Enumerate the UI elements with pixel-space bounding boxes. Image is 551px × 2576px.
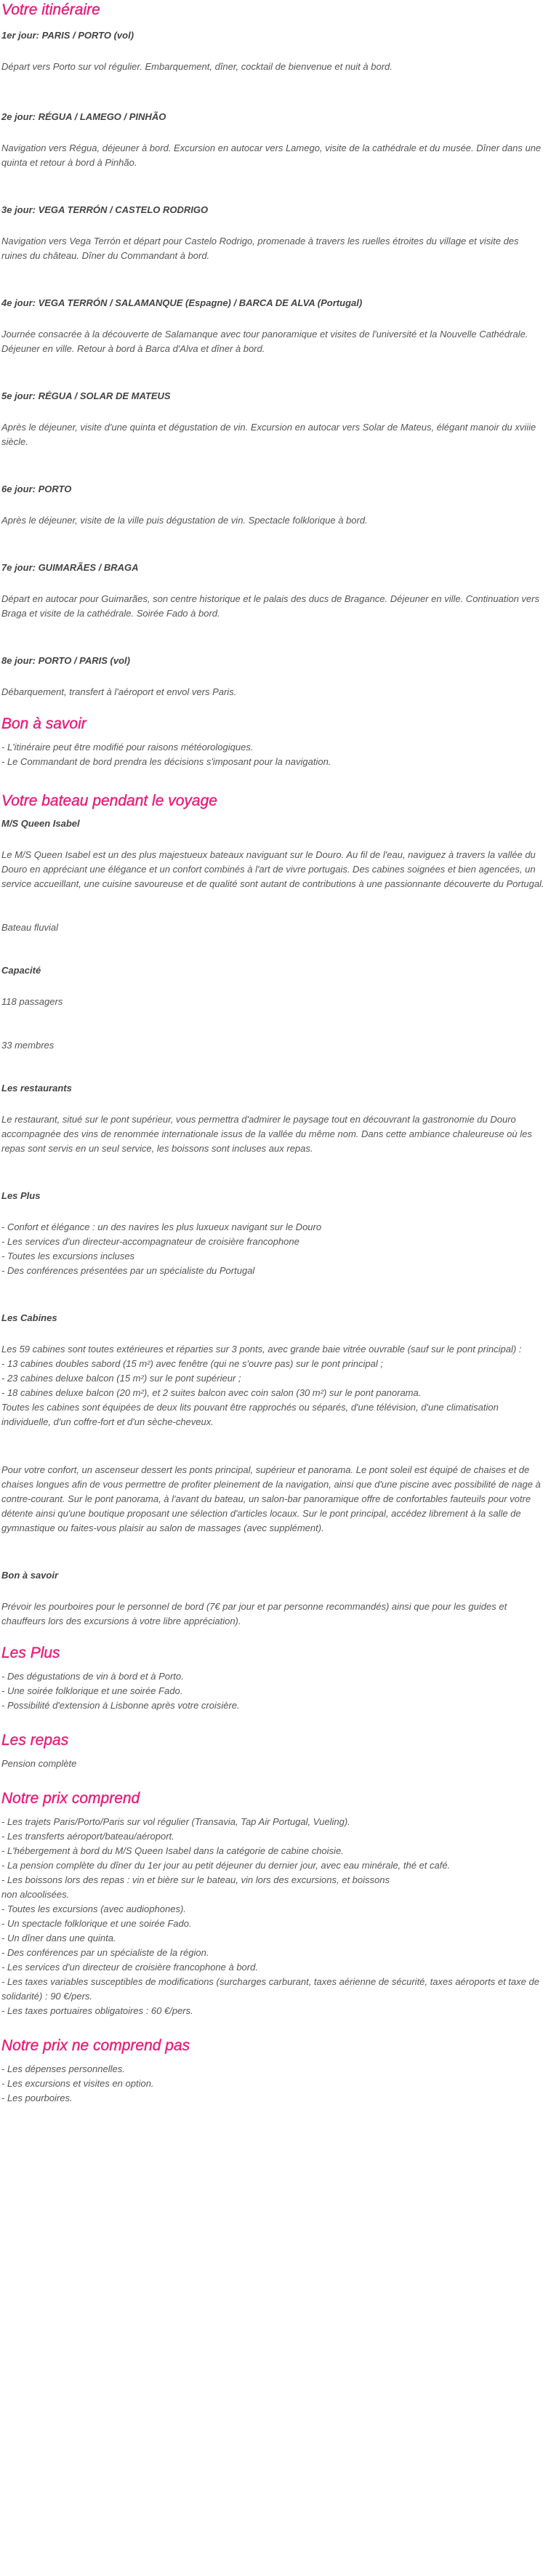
day-text: Après le déjeuner, visite de la ville puis dégustation de vin. Spectacle folklorique à bord. bbox=[1, 515, 368, 526]
meals-heading: Les repas bbox=[1, 1732, 69, 1749]
boat-type: Bateau fluvial bbox=[1, 922, 59, 933]
price-includes-line: - Les taxes variables susceptibles de modifications (surcharges carburant, taxes aérienne de sécurité, taxes aéroports et taxe de solidarité) : 90 €/pers. bbox=[1, 1976, 539, 2002]
price-includes-line: - Des conférences par un spécialiste de la région. bbox=[1, 1947, 209, 1958]
price-includes-line: - Un dîner dans une quinta. bbox=[1, 1933, 116, 1943]
price-includes-line: - L'hébergement à bord du M/S Queen Isabel dans la catégorie de cabine choisie. bbox=[1, 1845, 344, 1856]
itinerary-section bbox=[1, 0, 545, 699]
plus-line: - Des dégustations de vin à bord et à Porto. bbox=[1, 1671, 184, 1682]
price-excludes-section bbox=[1, 2036, 545, 2106]
day-title: 7e jour: GUIMARÃES / BRAGA bbox=[1, 562, 139, 573]
meals-text: Pension complète bbox=[1, 1758, 77, 1769]
day-text: Journée consacrée à la découverte de Salamanque avec tour panoramique et visites de l'université et la Nouvelle Cathédrale. Déjeuner en ville. Retour à bord à Barca d'Alva et dîner à bord. bbox=[1, 329, 528, 354]
cabins-line: Les 59 cabines sont toutes extérieures et réparties sur 3 ponts, avec grande baie vitrée ouvrable (sauf sur le pont principal) : bbox=[1, 1344, 522, 1355]
price-includes-line: - Les taxes portuaires obligatoires : 60 €/pers. bbox=[1, 2005, 193, 2016]
plus-line: - Une soirée folklorique et une soirée Fado. bbox=[1, 1685, 183, 1696]
price-includes-line: - La pension complète du dîner du 1er jour au petit déjeuner du dernier jour, avec eau minérale, thé et café. bbox=[1, 1860, 451, 1871]
boat-description: Le M/S Queen Isabel est un des plus majestueux bateaux naviguant sur le Douro. Au fil de l'eau, naviguez à travers la vallée du Douro en appréciant une élégance et un confort combinés à l'art de vivre portugais. Des cabines soignées et bien agencées, un service accueillant, une cuisine savoureuse et de qualité sont autant de contributions à une passionnante découverte du Portugal. bbox=[1, 849, 544, 889]
itinerary-heading: Votre itinéraire bbox=[1, 1, 100, 18]
price-excludes-line: - Les excursions et visites en option. bbox=[1, 2078, 154, 2089]
plus-heading: Les Plus bbox=[1, 1645, 60, 1661]
day-8 bbox=[1, 654, 545, 699]
price-includes-line: - Toutes les excursions (avec audiophones). bbox=[1, 1903, 186, 1914]
day-title: 2e jour: RÉGUA / LAMEGO / PINHÃO bbox=[1, 111, 166, 122]
price-includes-line: - Les boissons lors des repas : vin et bière sur le bateau, vin lors des excursions, et boissons bbox=[1, 1874, 390, 1885]
price-includes-line: - Les services d'un directeur de croisière francophone à bord. bbox=[1, 1962, 258, 1973]
cabins-line: Toutes les cabines sont équipées de deux lits pouvant être rapprochés ou séparés, d'une télévision, d'une climatisation individuelle, d'un coffre-fort et d'un sèche-cheveux. bbox=[1, 1402, 499, 1427]
restaurants-title: Les restaurants bbox=[1, 1083, 72, 1094]
day-3 bbox=[1, 204, 545, 263]
boat-good-text: Prévoir les pourboires pour le personnel de bord (7€ par jour et par personne recommandés) ainsi que pour les guides et chauffeurs lors des excursions à votre libre appréciation). bbox=[1, 1601, 507, 1626]
day-text: Débarquement, transfert à l'aéroport et envol vers Paris. bbox=[1, 686, 237, 697]
restaurants-text: Le restaurant, situé sur le pont supérieur, vous permettra d'admirer le paysage tout en découvrant la gastronomie du Douro accompagnée des vins de renommée internationale issus de la vallée du même nom. Dans cette ambiance chaleureuse où les repas sont servis en un seul service, les boissons sont incluses aux repas. bbox=[1, 1114, 532, 1154]
day-text: Après le déjeuner, visite d'une quinta et dégustation de vin. Excursion en autocar vers Solar de Mateus, élégant manoir du xviiie siècle. bbox=[1, 422, 536, 447]
day-1 bbox=[1, 29, 545, 74]
plus-section bbox=[1, 1643, 545, 1713]
day-text: Départ en autocar pour Guimarães, son centre historique et le palais des ducs de Bragance. Déjeuner en ville. Continuation vers Braga et visite de la cathédrale. Soirée Fado à bord. bbox=[1, 593, 539, 619]
day-4 bbox=[1, 297, 545, 356]
plus-line: - Possibilité d'extension à Lisbonne après votre croisière. bbox=[1, 1700, 240, 1711]
price-excludes-line: - Les pourboires. bbox=[1, 2093, 73, 2103]
passengers-count: 118 passagers bbox=[1, 996, 63, 1007]
price-excludes-line: - Les dépenses personnelles. bbox=[1, 2063, 125, 2074]
day-title: 1er jour: PARIS / PORTO (vol) bbox=[1, 30, 134, 41]
good-to-know-line: - Le Commandant de bord prendra les décisions s'imposant pour la navigation. bbox=[1, 756, 331, 767]
price-includes-line: non alcoolisées. bbox=[1, 1889, 70, 1900]
boat-section bbox=[1, 791, 545, 1629]
day-text: Navigation vers Régua, déjeuner à bord. Excursion en autocar vers Lamego, visite de la cathédrale et du musée. Dîner dans une quinta et retour à bord à Pinhão. bbox=[1, 143, 542, 168]
day-title: 3e jour: VEGA TERRÓN / CASTELO RODRIGO bbox=[1, 204, 209, 215]
cabins-line: - 23 cabines deluxe balcon (15 m²) sur le pont supérieur ; bbox=[1, 1373, 241, 1384]
day-title: 6e jour: PORTO bbox=[1, 483, 72, 494]
day-title: 5e jour: RÉGUA / SOLAR DE MATEUS bbox=[1, 390, 171, 401]
comfort-text: Pour votre confort, un ascenseur dessert les ponts principal, supérieur et panorama. Le pont soleil est équipé de chaises et de chaises longues afin de vous permettre de profiter pleinement de la navigation, ainsi que d'une piscine avec possibilité de nage à contre-courant. Sur le pont panorama, à l'avant du bateau, un salon-bar panoramique offre de confortables fauteuils pour votre détente ainsi qu'une boutique proposant une sélection d'articles locaux. Sur le pont principal, accédez librement à la salle de gymnastique ou faites-vous plaisir au salon de massages (avec supplément). bbox=[1, 1464, 541, 1533]
good-to-know-section bbox=[1, 714, 545, 769]
boat-plus-line: - Les services d'un directeur-accompagnateur de croisière francophone bbox=[1, 1236, 299, 1247]
boat-plus-line: - Des conférences présentées par un spécialiste du Portugal bbox=[1, 1265, 255, 1276]
day-2 bbox=[1, 111, 545, 170]
good-to-know-heading: Bon à savoir bbox=[1, 715, 87, 732]
capacity-title: Capacité bbox=[1, 965, 41, 976]
boat-plus-line: - Toutes les excursions incluses bbox=[1, 1251, 135, 1261]
boat-plus-line: - Confort et élégance : un des navires les plus luxueux navigant sur le Douro bbox=[1, 1221, 322, 1232]
boat-plus-title: Les Plus bbox=[1, 1190, 41, 1201]
day-7 bbox=[1, 561, 545, 621]
price-includes-heading: Notre prix comprend bbox=[1, 1790, 140, 1807]
price-includes-section bbox=[1, 1789, 545, 2018]
price-excludes-heading: Notre prix ne comprend pas bbox=[1, 2037, 190, 2054]
meals-section bbox=[1, 1730, 545, 1771]
day-6 bbox=[1, 483, 545, 528]
day-title: 8e jour: PORTO / PARIS (vol) bbox=[1, 655, 130, 666]
day-text: Navigation vers Vega Terrón et départ pour Castelo Rodrigo, promenade à travers les ruelles étroites du village et visite des ruines du château. Dîner du Commandant à bord. bbox=[1, 236, 519, 261]
crew-count: 33 membres bbox=[1, 1040, 55, 1051]
cabins-title: Les Cabines bbox=[1, 1312, 57, 1323]
day-text: Départ vers Porto sur vol régulier. Embarquement, dîner, cocktail de bienvenue et nuit à bord. bbox=[1, 61, 393, 72]
boat-good-title: Bon à savoir bbox=[1, 1570, 59, 1581]
price-includes-line: - Les transferts aéroport/bateau/aéroport. bbox=[1, 1831, 174, 1842]
cabins-line: - 13 cabines doubles sabord (15 m²) avec fenêtre (qui ne s'ouvre pas) sur le pont principal ; bbox=[1, 1358, 383, 1369]
day-title: 4e jour: VEGA TERRÓN / SALAMANQUE (Espagne) / BARCA DE ALVA (Portugal) bbox=[1, 297, 363, 308]
boat-name: M/S Queen Isabel bbox=[1, 818, 80, 829]
price-includes-line: - Les trajets Paris/Porto/Paris sur vol régulier (Transavia, Tap Air Portugal, Vueling). bbox=[1, 1816, 350, 1827]
price-includes-line: - Un spectacle folklorique et une soirée Fado. bbox=[1, 1918, 192, 1929]
cabins-line: - 18 cabines deluxe balcon (20 m²), et 2 suites balcon avec coin salon (30 m²) sur le pont panorama. bbox=[1, 1387, 422, 1398]
good-to-know-line: - L'itinéraire peut être modifié pour raisons météorologiques. bbox=[1, 742, 254, 753]
day-5 bbox=[1, 390, 545, 449]
boat-heading: Votre bateau pendant le voyage bbox=[1, 793, 217, 809]
